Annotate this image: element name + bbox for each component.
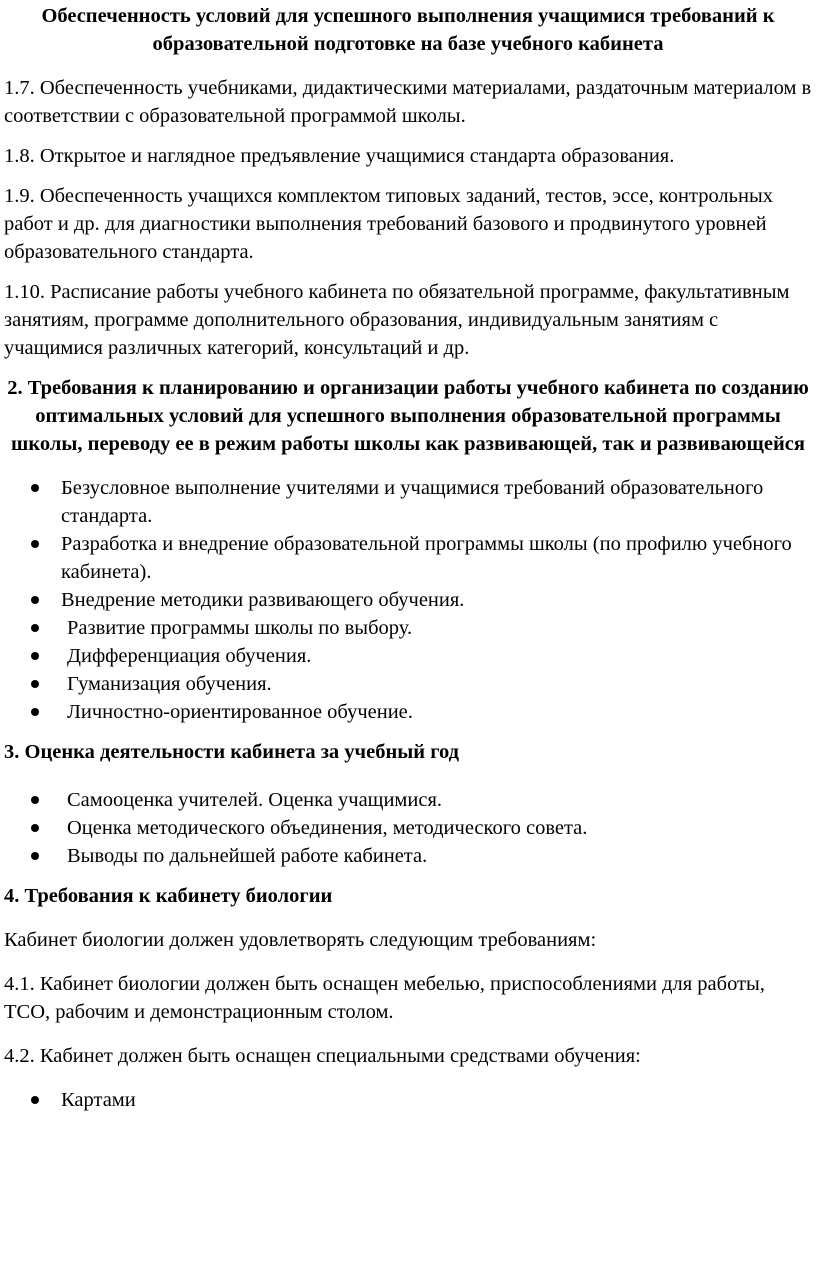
paragraph-4-2: 4.2. Кабинет должен быть оснащен специальными средствами обучения: bbox=[4, 1045, 641, 1067]
bullet-icon bbox=[31, 708, 39, 716]
list-item: Развитие программы школы по выбору. bbox=[4, 614, 812, 642]
paragraph-1-9: 1.9. Обеспеченность учащихся комплектом типовых заданий, тестов, эссе, контрольных работ и др. для диагностики выполнения требований базового и продвинутого уровней образовательного стандарта. bbox=[4, 185, 774, 263]
list-item: Гуманизация обучения. bbox=[4, 670, 812, 698]
bullet-icon bbox=[31, 852, 39, 860]
paragraph-1-7: 1.7. Обеспеченность учебниками, дидактическими материалами, раздаточным материалом в соответствии с образовательной программой школы. bbox=[4, 77, 812, 127]
bullet-icon bbox=[31, 680, 39, 688]
section-4-intro: Кабинет биологии должен удовлетворять следующим требованиям: bbox=[4, 929, 597, 951]
bullet-icon bbox=[31, 824, 39, 832]
bullet-icon bbox=[31, 540, 39, 548]
bullet-icon bbox=[31, 796, 39, 804]
section-4-heading: 4. Требования к кабинету биологии bbox=[4, 885, 333, 907]
paragraph-1-10: 1.10. Расписание работы учебного кабинета по обязательной программе, факультативным занятиям, программе дополнительного образования, индивидуальным занятиям с учащимися различных категорий, консультаций и др. bbox=[4, 281, 790, 359]
list-item: Разработка и внедрение образовательной программы школы (по профилю учебного кабинета). bbox=[4, 530, 812, 586]
paragraph-1-8: 1.8. Открытое и наглядное предъявление учащимися стандарта образования. bbox=[4, 145, 675, 167]
list-item: Безусловное выполнение учителями и учащимися требований образовательного стандарта. bbox=[4, 474, 812, 530]
bullet-icon bbox=[31, 624, 39, 632]
section-3-list bbox=[4, 786, 812, 870]
list-item: Самооценка учителей. Оценка учащимися. bbox=[4, 786, 812, 814]
list-item: Картами bbox=[4, 1086, 812, 1114]
bullet-icon bbox=[31, 652, 39, 660]
bullet-icon bbox=[31, 484, 39, 492]
list-item: Оценка методического объединения, методического совета. bbox=[4, 814, 812, 842]
section-3-heading: 3. Оценка деятельности кабинета за учебный год bbox=[4, 741, 460, 763]
list-item: Выводы по дальнейшей работе кабинета. bbox=[4, 842, 812, 870]
section-4-list bbox=[4, 1086, 812, 1114]
bullet-icon bbox=[31, 596, 39, 604]
bullet-icon bbox=[31, 1096, 39, 1104]
list-item: Личностно-ориентированное обучение. bbox=[4, 698, 812, 726]
list-item: Дифференциация обучения. bbox=[4, 642, 812, 670]
section-2-heading: 2. Требования к планированию и организации работы учебного кабинета по созданию оптимальных условий для успешного выполнения образовательной программы школы, переводу ее в режим работы школы как развивающей, так и развивающейся bbox=[7, 377, 809, 455]
list-item: Внедрение методики развивающего обучения. bbox=[4, 586, 812, 614]
document-title: Обеспеченность условий для успешного выполнения учащимися требований к образовательной подготовке на базе учебного кабинета bbox=[41, 5, 775, 55]
section-2-list bbox=[4, 474, 812, 726]
paragraph-4-1: 4.1. Кабинет биологии должен быть оснащен мебелью, приспособлениями для работы, ТСО, рабочим и демонстрационным столом. bbox=[4, 973, 765, 1023]
